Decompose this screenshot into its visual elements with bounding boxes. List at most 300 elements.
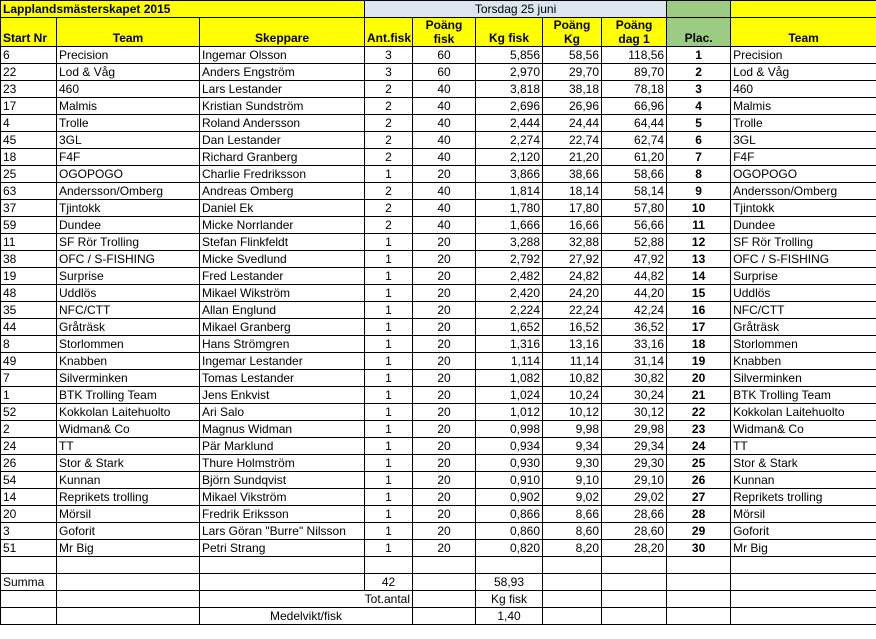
start-nr-cell[interactable]: 26: [1, 455, 57, 472]
poang-fisk-cell[interactable]: 20: [413, 319, 476, 336]
team2-cell[interactable]: Tjintokk: [731, 200, 876, 217]
poang-kg-cell[interactable]: 22,74: [543, 132, 602, 149]
header-start-nr[interactable]: Start Nr: [1, 18, 57, 47]
cell[interactable]: [200, 574, 365, 591]
team2-cell[interactable]: Gråträsk: [731, 319, 876, 336]
poang-fisk-cell[interactable]: 40: [413, 98, 476, 115]
plac-cell[interactable]: 14: [667, 268, 731, 285]
poang-dag-cell[interactable]: 29,02: [602, 489, 667, 506]
team2-cell[interactable]: Trolle: [731, 115, 876, 132]
kg-fisk-cell[interactable]: 5,856: [476, 47, 543, 64]
ant-fisk-cell[interactable]: 1: [365, 353, 413, 370]
kg-fisk-cell[interactable]: 0,860: [476, 523, 543, 540]
kg-fisk-cell[interactable]: 2,420: [476, 285, 543, 302]
ant-fisk-cell[interactable]: 2: [365, 98, 413, 115]
plac-cell[interactable]: 12: [667, 234, 731, 251]
start-nr-cell[interactable]: 22: [1, 64, 57, 81]
header-team[interactable]: Team: [57, 18, 200, 47]
poang-fisk-cell[interactable]: 20: [413, 302, 476, 319]
poang-fisk-cell[interactable]: 60: [413, 47, 476, 64]
plac-cell[interactable]: 25: [667, 455, 731, 472]
summa-label[interactable]: Summa: [1, 574, 57, 591]
poang-dag-cell[interactable]: 33,16: [602, 336, 667, 353]
kg-fisk-cell[interactable]: 1,114: [476, 353, 543, 370]
team-cell[interactable]: Malmis: [57, 98, 200, 115]
kg-fisk-cell[interactable]: 1,024: [476, 387, 543, 404]
start-nr-cell[interactable]: 2: [1, 421, 57, 438]
kg-fisk-cell[interactable]: 1,814: [476, 183, 543, 200]
skeppare-cell[interactable]: Mikael Wikström: [200, 285, 365, 302]
cell[interactable]: [1, 591, 57, 608]
poang-fisk-cell[interactable]: 20: [413, 370, 476, 387]
poang-dag-cell[interactable]: 30,82: [602, 370, 667, 387]
poang-fisk-cell[interactable]: 40: [413, 132, 476, 149]
team2-cell[interactable]: Lod & Våg: [731, 64, 876, 81]
team-cell[interactable]: Surprise: [57, 268, 200, 285]
start-nr-cell[interactable]: 54: [1, 472, 57, 489]
total-fish-value[interactable]: 42: [365, 574, 413, 591]
plac-cell[interactable]: 20: [667, 370, 731, 387]
skeppare-cell[interactable]: Petri Strang: [200, 540, 365, 557]
poang-kg-cell[interactable]: 8,20: [543, 540, 602, 557]
poang-fisk-cell[interactable]: 40: [413, 183, 476, 200]
kg-fisk-cell[interactable]: 1,666: [476, 217, 543, 234]
ant-fisk-cell[interactable]: 2: [365, 183, 413, 200]
team2-cell[interactable]: Mörsil: [731, 506, 876, 523]
cell[interactable]: [200, 557, 365, 574]
cell[interactable]: [57, 608, 200, 625]
team-cell[interactable]: Widman& Co: [57, 421, 200, 438]
poang-dag-cell[interactable]: 29,10: [602, 472, 667, 489]
poang-kg-cell[interactable]: 8,60: [543, 523, 602, 540]
poang-kg-cell[interactable]: 29,70: [543, 64, 602, 81]
kg-fisk-cell[interactable]: 0,930: [476, 455, 543, 472]
kg-fisk-cell[interactable]: 1,652: [476, 319, 543, 336]
team-cell[interactable]: OFC / S-FISHING: [57, 251, 200, 268]
medelvikt-label[interactable]: Medelvikt/fisk: [200, 608, 413, 625]
team2-cell[interactable]: Uddlös: [731, 285, 876, 302]
ant-fisk-cell[interactable]: 1: [365, 523, 413, 540]
poang-dag-cell[interactable]: 28,20: [602, 540, 667, 557]
skeppare-cell[interactable]: Björn Sundqvist: [200, 472, 365, 489]
team2-cell[interactable]: Mr Big: [731, 540, 876, 557]
kg-fisk-cell[interactable]: 2,696: [476, 98, 543, 115]
plac-cell[interactable]: 1: [667, 47, 731, 64]
poang-kg-cell[interactable]: 21,20: [543, 149, 602, 166]
kg-fisk-label[interactable]: Kg fisk: [476, 591, 543, 608]
cell[interactable]: [667, 591, 731, 608]
skeppare-cell[interactable]: Mikael Vikström: [200, 489, 365, 506]
header-kg-fisk[interactable]: Kg fisk: [476, 18, 543, 47]
ant-fisk-cell[interactable]: 1: [365, 540, 413, 557]
ant-fisk-cell[interactable]: 1: [365, 404, 413, 421]
team2-cell[interactable]: Precision: [731, 47, 876, 64]
ant-fisk-cell[interactable]: 1: [365, 268, 413, 285]
poang-kg-cell[interactable]: 22,24: [543, 302, 602, 319]
skeppare-cell[interactable]: Dan Lestander: [200, 132, 365, 149]
team2-cell[interactable]: Dundee: [731, 217, 876, 234]
team-cell[interactable]: Uddlös: [57, 285, 200, 302]
start-nr-cell[interactable]: 23: [1, 81, 57, 98]
cell[interactable]: [365, 557, 413, 574]
cell[interactable]: [731, 608, 876, 625]
start-nr-cell[interactable]: 44: [1, 319, 57, 336]
team2-cell[interactable]: Stor & Stark: [731, 455, 876, 472]
skeppare-cell[interactable]: Thure Holmström: [200, 455, 365, 472]
poang-fisk-cell[interactable]: 20: [413, 455, 476, 472]
poang-kg-cell[interactable]: 38,66: [543, 166, 602, 183]
cell[interactable]: [1, 608, 57, 625]
cell[interactable]: [476, 557, 543, 574]
cell[interactable]: [602, 557, 667, 574]
kg-fisk-cell[interactable]: 0,910: [476, 472, 543, 489]
team-cell[interactable]: Gråträsk: [57, 319, 200, 336]
team-cell[interactable]: Silverminken: [57, 370, 200, 387]
ant-fisk-cell[interactable]: 1: [365, 319, 413, 336]
team-cell[interactable]: Kunnan: [57, 472, 200, 489]
team-cell[interactable]: Lod & Våg: [57, 64, 200, 81]
team-cell[interactable]: Reprikets trolling: [57, 489, 200, 506]
team2-cell[interactable]: Widman& Co: [731, 421, 876, 438]
skeppare-cell[interactable]: Pär Marklund: [200, 438, 365, 455]
poang-dag-cell[interactable]: 52,88: [602, 234, 667, 251]
kg-fisk-cell[interactable]: 2,224: [476, 302, 543, 319]
ant-fisk-cell[interactable]: 1: [365, 421, 413, 438]
cell[interactable]: [667, 574, 731, 591]
skeppare-cell[interactable]: Fredrik Eriksson: [200, 506, 365, 523]
start-nr-cell[interactable]: 14: [1, 489, 57, 506]
plac-cell[interactable]: 22: [667, 404, 731, 421]
poang-dag-cell[interactable]: 66,96: [602, 98, 667, 115]
cell[interactable]: [731, 557, 876, 574]
kg-fisk-cell[interactable]: 2,274: [476, 132, 543, 149]
poang-dag-cell[interactable]: 28,60: [602, 523, 667, 540]
start-nr-cell[interactable]: 48: [1, 285, 57, 302]
team-cell[interactable]: F4F: [57, 149, 200, 166]
tot-antal-label[interactable]: Tot.antal: [200, 591, 413, 608]
header-poang-fisk[interactable]: [413, 18, 476, 47]
poang-dag-cell[interactable]: 44,20: [602, 285, 667, 302]
poang-kg-cell[interactable]: 27,92: [543, 251, 602, 268]
team2-cell[interactable]: 460: [731, 81, 876, 98]
ant-fisk-cell[interactable]: 1: [365, 455, 413, 472]
plac-cell[interactable]: 3: [667, 81, 731, 98]
plac-cell[interactable]: 2: [667, 64, 731, 81]
ant-fisk-cell[interactable]: 1: [365, 234, 413, 251]
poang-dag-cell[interactable]: 89,70: [602, 64, 667, 81]
start-nr-cell[interactable]: 19: [1, 268, 57, 285]
start-nr-cell[interactable]: 24: [1, 438, 57, 455]
team-cell[interactable]: Goforit: [57, 523, 200, 540]
ant-fisk-cell[interactable]: 2: [365, 115, 413, 132]
team-cell[interactable]: Precision: [57, 47, 200, 64]
header-poang-dag[interactable]: [602, 18, 667, 47]
kg-fisk-cell[interactable]: 3,866: [476, 166, 543, 183]
team-cell[interactable]: Storlommen: [57, 336, 200, 353]
plac-cell[interactable]: 28: [667, 506, 731, 523]
poang-dag-cell[interactable]: 57,80: [602, 200, 667, 217]
start-nr-cell[interactable]: 4: [1, 115, 57, 132]
cell[interactable]: [602, 574, 667, 591]
skeppare-cell[interactable]: Jens Enkvist: [200, 387, 365, 404]
poang-fisk-cell[interactable]: 20: [413, 251, 476, 268]
poang-kg-cell[interactable]: 24,44: [543, 115, 602, 132]
poang-dag-cell[interactable]: 31,14: [602, 353, 667, 370]
team-cell[interactable]: TT: [57, 438, 200, 455]
poang-kg-cell[interactable]: 10,24: [543, 387, 602, 404]
poang-dag-cell[interactable]: 30,24: [602, 387, 667, 404]
skeppare-cell[interactable]: Fred Lestander: [200, 268, 365, 285]
ant-fisk-cell[interactable]: 2: [365, 200, 413, 217]
poang-fisk-cell[interactable]: 20: [413, 387, 476, 404]
skeppare-cell[interactable]: Micke Svedlund: [200, 251, 365, 268]
start-nr-cell[interactable]: 35: [1, 302, 57, 319]
team-cell[interactable]: OGOPOGO: [57, 166, 200, 183]
team-cell[interactable]: Kokkolan Laitehuolto: [57, 404, 200, 421]
cell[interactable]: [602, 591, 667, 608]
poang-dag-cell[interactable]: 62,74: [602, 132, 667, 149]
team2-cell[interactable]: Surprise: [731, 268, 876, 285]
cell[interactable]: [543, 608, 602, 625]
kg-fisk-cell[interactable]: 0,902: [476, 489, 543, 506]
poang-dag-cell[interactable]: 64,44: [602, 115, 667, 132]
poang-fisk-cell[interactable]: 40: [413, 149, 476, 166]
poang-kg-cell[interactable]: 24,20: [543, 285, 602, 302]
skeppare-cell[interactable]: Tomas Lestander: [200, 370, 365, 387]
sheet-title[interactable]: Lapplandsmästerskapet 2015: [1, 1, 365, 18]
skeppare-cell[interactable]: Daniel Ek: [200, 200, 365, 217]
start-nr-cell[interactable]: 11: [1, 234, 57, 251]
poang-kg-cell[interactable]: 10,12: [543, 404, 602, 421]
skeppare-cell[interactable]: Ingemar Lestander: [200, 353, 365, 370]
poang-fisk-cell[interactable]: 20: [413, 336, 476, 353]
start-nr-cell[interactable]: 37: [1, 200, 57, 217]
poang-fisk-cell[interactable]: 20: [413, 472, 476, 489]
skeppare-cell[interactable]: Richard Granberg: [200, 149, 365, 166]
poang-dag-cell[interactable]: 47,92: [602, 251, 667, 268]
team2-cell[interactable]: SF Rör Trolling: [731, 234, 876, 251]
ant-fisk-cell[interactable]: 2: [365, 149, 413, 166]
poang-kg-cell[interactable]: 24,82: [543, 268, 602, 285]
team-cell[interactable]: Andersson/Omberg: [57, 183, 200, 200]
skeppare-cell[interactable]: Micke Norrlander: [200, 217, 365, 234]
start-nr-cell[interactable]: 3: [1, 523, 57, 540]
poang-kg-cell[interactable]: 18,14: [543, 183, 602, 200]
cell[interactable]: [413, 557, 476, 574]
poang-fisk-cell[interactable]: 40: [413, 200, 476, 217]
ant-fisk-cell[interactable]: 1: [365, 387, 413, 404]
poang-fisk-cell[interactable]: 40: [413, 115, 476, 132]
cell[interactable]: [543, 591, 602, 608]
kg-fisk-cell[interactable]: 0,866: [476, 506, 543, 523]
skeppare-cell[interactable]: Allan Englund: [200, 302, 365, 319]
skeppare-cell[interactable]: Ingemar Olsson: [200, 47, 365, 64]
start-nr-cell[interactable]: 38: [1, 251, 57, 268]
header-skeppare[interactable]: Skeppare: [200, 18, 365, 47]
plac-cell[interactable]: 6: [667, 132, 731, 149]
ant-fisk-cell[interactable]: 1: [365, 336, 413, 353]
plac-cell[interactable]: 17: [667, 319, 731, 336]
plac-cell[interactable]: 13: [667, 251, 731, 268]
poang-dag-cell[interactable]: 58,66: [602, 166, 667, 183]
ant-fisk-cell[interactable]: 1: [365, 285, 413, 302]
plac-cell[interactable]: 5: [667, 115, 731, 132]
team2-blank-cell[interactable]: [731, 1, 876, 18]
poang-kg-cell[interactable]: 10,82: [543, 370, 602, 387]
poang-dag-cell[interactable]: 29,34: [602, 438, 667, 455]
start-nr-cell[interactable]: 49: [1, 353, 57, 370]
start-nr-cell[interactable]: 63: [1, 183, 57, 200]
poang-dag-cell[interactable]: 78,18: [602, 81, 667, 98]
ant-fisk-cell[interactable]: 1: [365, 166, 413, 183]
cell[interactable]: [413, 574, 476, 591]
skeppare-cell[interactable]: Ari Salo: [200, 404, 365, 421]
team-cell[interactable]: BTK Trolling Team: [57, 387, 200, 404]
team2-cell[interactable]: Silverminken: [731, 370, 876, 387]
plac-cell[interactable]: 9: [667, 183, 731, 200]
poang-dag-cell[interactable]: 28,66: [602, 506, 667, 523]
start-nr-cell[interactable]: 7: [1, 370, 57, 387]
team-cell[interactable]: Dundee: [57, 217, 200, 234]
kg-fisk-cell[interactable]: 3,818: [476, 81, 543, 98]
cell[interactable]: [602, 608, 667, 625]
start-nr-cell[interactable]: 59: [1, 217, 57, 234]
poang-kg-cell[interactable]: 9,02: [543, 489, 602, 506]
kg-fisk-cell[interactable]: 0,934: [476, 438, 543, 455]
cell[interactable]: [1, 557, 57, 574]
team-cell[interactable]: Mörsil: [57, 506, 200, 523]
plac-cell[interactable]: 16: [667, 302, 731, 319]
poang-kg-cell[interactable]: 9,34: [543, 438, 602, 455]
poang-kg-cell[interactable]: 38,18: [543, 81, 602, 98]
poang-fisk-cell[interactable]: 20: [413, 489, 476, 506]
team2-cell[interactable]: Malmis: [731, 98, 876, 115]
team-cell[interactable]: Stor & Stark: [57, 455, 200, 472]
start-nr-cell[interactable]: 25: [1, 166, 57, 183]
kg-fisk-cell[interactable]: 1,012: [476, 404, 543, 421]
poang-kg-cell[interactable]: 16,52: [543, 319, 602, 336]
cell[interactable]: [413, 608, 476, 625]
poang-dag-cell[interactable]: 56,66: [602, 217, 667, 234]
header-plac[interactable]: Plac.: [667, 18, 731, 47]
kg-fisk-cell[interactable]: 2,792: [476, 251, 543, 268]
start-nr-cell[interactable]: 8: [1, 336, 57, 353]
poang-dag-cell[interactable]: 61,20: [602, 149, 667, 166]
ant-fisk-cell[interactable]: 3: [365, 47, 413, 64]
poang-fisk-cell[interactable]: 20: [413, 523, 476, 540]
cell[interactable]: [731, 574, 876, 591]
plac-cell[interactable]: 19: [667, 353, 731, 370]
skeppare-cell[interactable]: Roland Andersson: [200, 115, 365, 132]
poang-kg-cell[interactable]: 9,98: [543, 421, 602, 438]
skeppare-cell[interactable]: Charlie Fredriksson: [200, 166, 365, 183]
header-team2[interactable]: Team: [731, 18, 876, 47]
team2-cell[interactable]: Goforit: [731, 523, 876, 540]
poang-fisk-cell[interactable]: 20: [413, 268, 476, 285]
poang-dag-cell[interactable]: 118,56: [602, 47, 667, 64]
cell[interactable]: [667, 557, 731, 574]
plac-cell[interactable]: 26: [667, 472, 731, 489]
ant-fisk-cell[interactable]: 3: [365, 64, 413, 81]
ant-fisk-cell[interactable]: 2: [365, 217, 413, 234]
team2-cell[interactable]: F4F: [731, 149, 876, 166]
poang-fisk-cell[interactable]: 20: [413, 438, 476, 455]
start-nr-cell[interactable]: 6: [1, 47, 57, 64]
poang-fisk-cell[interactable]: 20: [413, 353, 476, 370]
team2-cell[interactable]: Reprikets trolling: [731, 489, 876, 506]
cell[interactable]: [57, 591, 200, 608]
skeppare-cell[interactable]: Kristian Sundström: [200, 98, 365, 115]
start-nr-cell[interactable]: 1: [1, 387, 57, 404]
team2-cell[interactable]: Kunnan: [731, 472, 876, 489]
plac-blank-cell[interactable]: [667, 1, 731, 18]
team-cell[interactable]: Trolle: [57, 115, 200, 132]
kg-fisk-cell[interactable]: 2,482: [476, 268, 543, 285]
start-nr-cell[interactable]: 51: [1, 540, 57, 557]
start-nr-cell[interactable]: 17: [1, 98, 57, 115]
team2-cell[interactable]: 3GL: [731, 132, 876, 149]
poang-fisk-cell[interactable]: 20: [413, 285, 476, 302]
ant-fisk-cell[interactable]: 1: [365, 370, 413, 387]
poang-dag-cell[interactable]: 42,24: [602, 302, 667, 319]
plac-cell[interactable]: 10: [667, 200, 731, 217]
header-ant-fisk[interactable]: Ant.fisk: [365, 18, 413, 47]
team2-cell[interactable]: Knabben: [731, 353, 876, 370]
team-cell[interactable]: 3GL: [57, 132, 200, 149]
poang-kg-cell[interactable]: 11,14: [543, 353, 602, 370]
kg-fisk-cell[interactable]: 3,288: [476, 234, 543, 251]
poang-kg-cell[interactable]: 16,66: [543, 217, 602, 234]
poang-dag-cell[interactable]: 30,12: [602, 404, 667, 421]
plac-cell[interactable]: 29: [667, 523, 731, 540]
kg-fisk-cell[interactable]: 2,444: [476, 115, 543, 132]
ant-fisk-cell[interactable]: 1: [365, 506, 413, 523]
poang-fisk-cell[interactable]: 20: [413, 404, 476, 421]
poang-dag-cell[interactable]: 29,30: [602, 455, 667, 472]
sheet-date[interactable]: Torsdag 25 juni: [365, 1, 667, 18]
team-cell[interactable]: SF Rör Trolling: [57, 234, 200, 251]
skeppare-cell[interactable]: Mikael Granberg: [200, 319, 365, 336]
skeppare-cell[interactable]: Hans Strömgren: [200, 336, 365, 353]
ant-fisk-cell[interactable]: 2: [365, 81, 413, 98]
ant-fisk-cell[interactable]: 1: [365, 472, 413, 489]
cell[interactable]: [57, 557, 200, 574]
medelvikt-value[interactable]: 1,40: [476, 608, 543, 625]
team2-cell[interactable]: OGOPOGO: [731, 166, 876, 183]
skeppare-cell[interactable]: Lars Lestander: [200, 81, 365, 98]
poang-dag-cell[interactable]: 36,52: [602, 319, 667, 336]
team2-cell[interactable]: Storlommen: [731, 336, 876, 353]
skeppare-cell[interactable]: Lars Göran "Burre" Nilsson: [200, 523, 365, 540]
kg-fisk-cell[interactable]: 2,120: [476, 149, 543, 166]
total-kg-value[interactable]: 58,93: [476, 574, 543, 591]
team-cell[interactable]: Tjintokk: [57, 200, 200, 217]
poang-kg-cell[interactable]: 8,66: [543, 506, 602, 523]
plac-cell[interactable]: 7: [667, 149, 731, 166]
skeppare-cell[interactable]: Stefan Flinkfeldt: [200, 234, 365, 251]
header-poang-kg[interactable]: [543, 18, 602, 47]
skeppare-cell[interactable]: Andreas Omberg: [200, 183, 365, 200]
start-nr-cell[interactable]: 52: [1, 404, 57, 421]
team-cell[interactable]: NFC/CTT: [57, 302, 200, 319]
poang-kg-cell[interactable]: 26,96: [543, 98, 602, 115]
poang-fisk-cell[interactable]: 20: [413, 166, 476, 183]
plac-cell[interactable]: 27: [667, 489, 731, 506]
kg-fisk-cell[interactable]: 0,820: [476, 540, 543, 557]
poang-fisk-cell[interactable]: 20: [413, 506, 476, 523]
plac-cell[interactable]: 4: [667, 98, 731, 115]
plac-cell[interactable]: 24: [667, 438, 731, 455]
